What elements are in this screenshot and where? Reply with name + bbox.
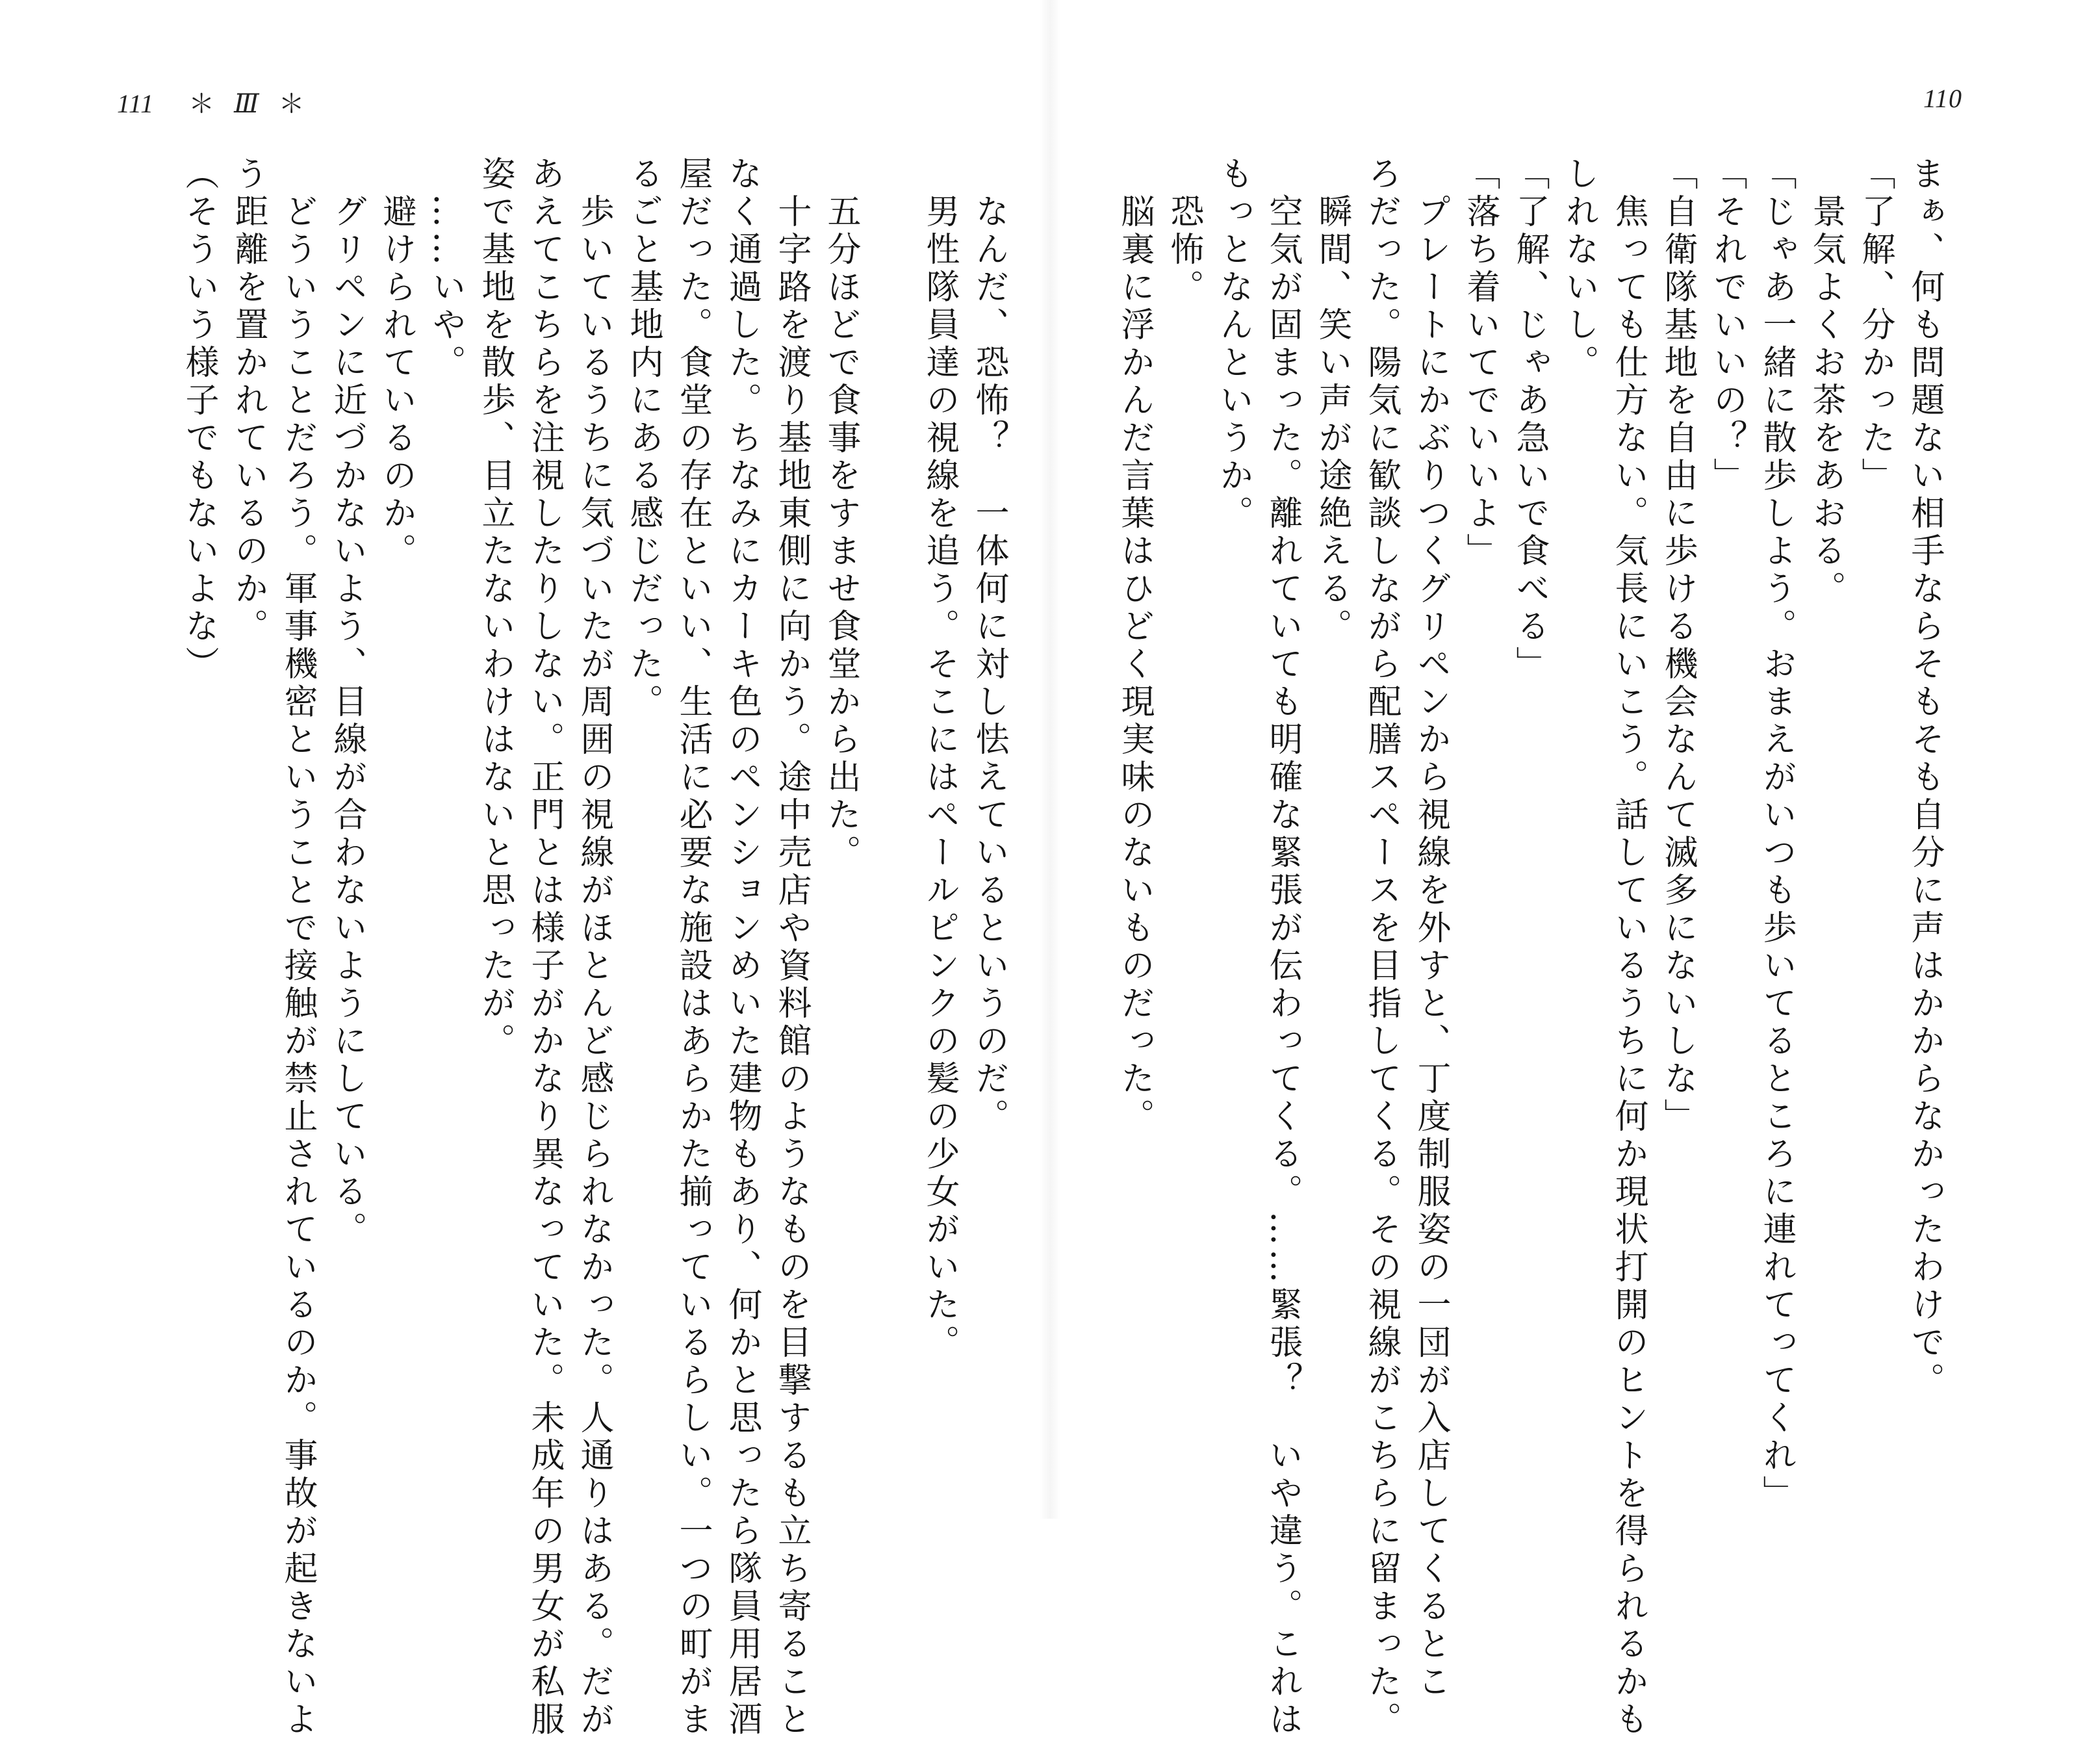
text-line: （そういう様子でもないよな） — [179, 156, 218, 684]
text-line: 「了解、分かった」 — [1856, 156, 1895, 495]
left-page-header — [117, 83, 317, 120]
text-line: 「了解、じゃあ急いで食べる」 — [1510, 156, 1549, 684]
text-line: しれないし。 — [1559, 156, 1598, 382]
left-page-text — [136, 156, 1014, 1739]
text-line: るごと基地内にある感じだった。 — [624, 156, 663, 721]
text-line: 「それでいいの？」 — [1708, 156, 1747, 495]
right-page-number: 110 — [1923, 84, 1963, 113]
text-line: 十字路を渡り基地東側に向かう。途中売店や資料館のようなものを目撃するも立ち寄ること — [772, 156, 811, 1739]
left-page-number: 111 — [117, 89, 155, 118]
text-line: 恐怖。 — [1164, 156, 1203, 307]
text-line: 五分ほどで食事をすませ食堂から出た。 — [821, 156, 860, 872]
text-line: う距離を置かれているのか。 — [229, 156, 268, 646]
header-ornament: ＊ — [188, 89, 216, 118]
book-spine — [1040, 0, 1060, 1519]
text-line: もっとなんというか。 — [1214, 156, 1253, 533]
text-line: どういうことだろう。軍事機密ということで接触が禁止されているのか。事故が起きないよ — [278, 156, 317, 1739]
text-line: なく通過した。ちなみにカーキ色のペンションめいた建物もあり、何かと思ったら隊員用居酒 — [723, 156, 762, 1739]
text-line: 焦っても仕方ない。気長にいこう。話しているうちに何か現状打開のヒントを得られるかも — [1609, 156, 1648, 1739]
text-line: 「落ち着いてでいいよ」 — [1461, 156, 1500, 571]
text-line: 景気よくお茶をあおる。 — [1806, 156, 1845, 608]
text-line: 空気が固まった。離れていても明確な緊張が伝わってくる。……緊張？ いや違う。これは — [1263, 156, 1302, 1739]
text-line: 屋だった。食堂の存在といい、生活に必要な施設はあらかた揃っているらしい。一つの町がま — [673, 156, 712, 1739]
chapter-number: Ⅲ — [234, 89, 260, 118]
text-line: 男性隊員達の視線を追う。そこにはペールピンクの髪の少女がいた。 — [920, 156, 959, 1362]
right-page-text — [1115, 156, 1949, 1739]
text-line: グリペンに近づかないよう、目線が合わないようにしている。 — [327, 156, 366, 1249]
text-line: 「自衛隊基地を自由に歩ける機会なんて滅多にないしな」 — [1658, 156, 1697, 1136]
text-line: なんだ、恐怖？ 一体何に対し怯えているというのだ。 — [969, 156, 1008, 1136]
text-line: まぁ、何も問題ない相手ならそもそも自分に声はかからなかったわけで。 — [1905, 156, 1944, 1400]
text-line: 「じゃあ一緒に散歩しよう。おまえがいつも歩いてるところに連れてってくれ」 — [1757, 156, 1796, 1513]
text-line: 姿で基地を散歩、目立たないわけはないと思ったが。 — [476, 156, 515, 1061]
text-line: 避けられているのか。 — [377, 156, 416, 571]
text-line: 脳裏に浮かんだ言葉はひどく現実味のないものだった。 — [1115, 156, 1154, 1136]
text-line: 歩いているうちに気づいたが周囲の視線がほとんど感じられなかった。人通りはある。だが — [574, 156, 613, 1739]
scene-break — [865, 156, 915, 1430]
text-line: 瞬間、笑い声が途絶える。 — [1312, 156, 1351, 646]
text-line: あえてこちらを注視したりしない。正門とは様子がかなり異なっていた。未成年の男女が私服 — [525, 156, 564, 1739]
text-line: ……いや。 — [426, 156, 465, 382]
text-line: ろだった。陽気に歓談しながら配膳スペースを目指してくる。その視線がこちらに留まった。 — [1362, 156, 1401, 1739]
text-line: プレートにかぶりつくグリペンから視線を外すと、丁度制服姿の一団が入店してくるとこ — [1411, 156, 1450, 1701]
header-ornament: ＊ — [278, 89, 305, 118]
